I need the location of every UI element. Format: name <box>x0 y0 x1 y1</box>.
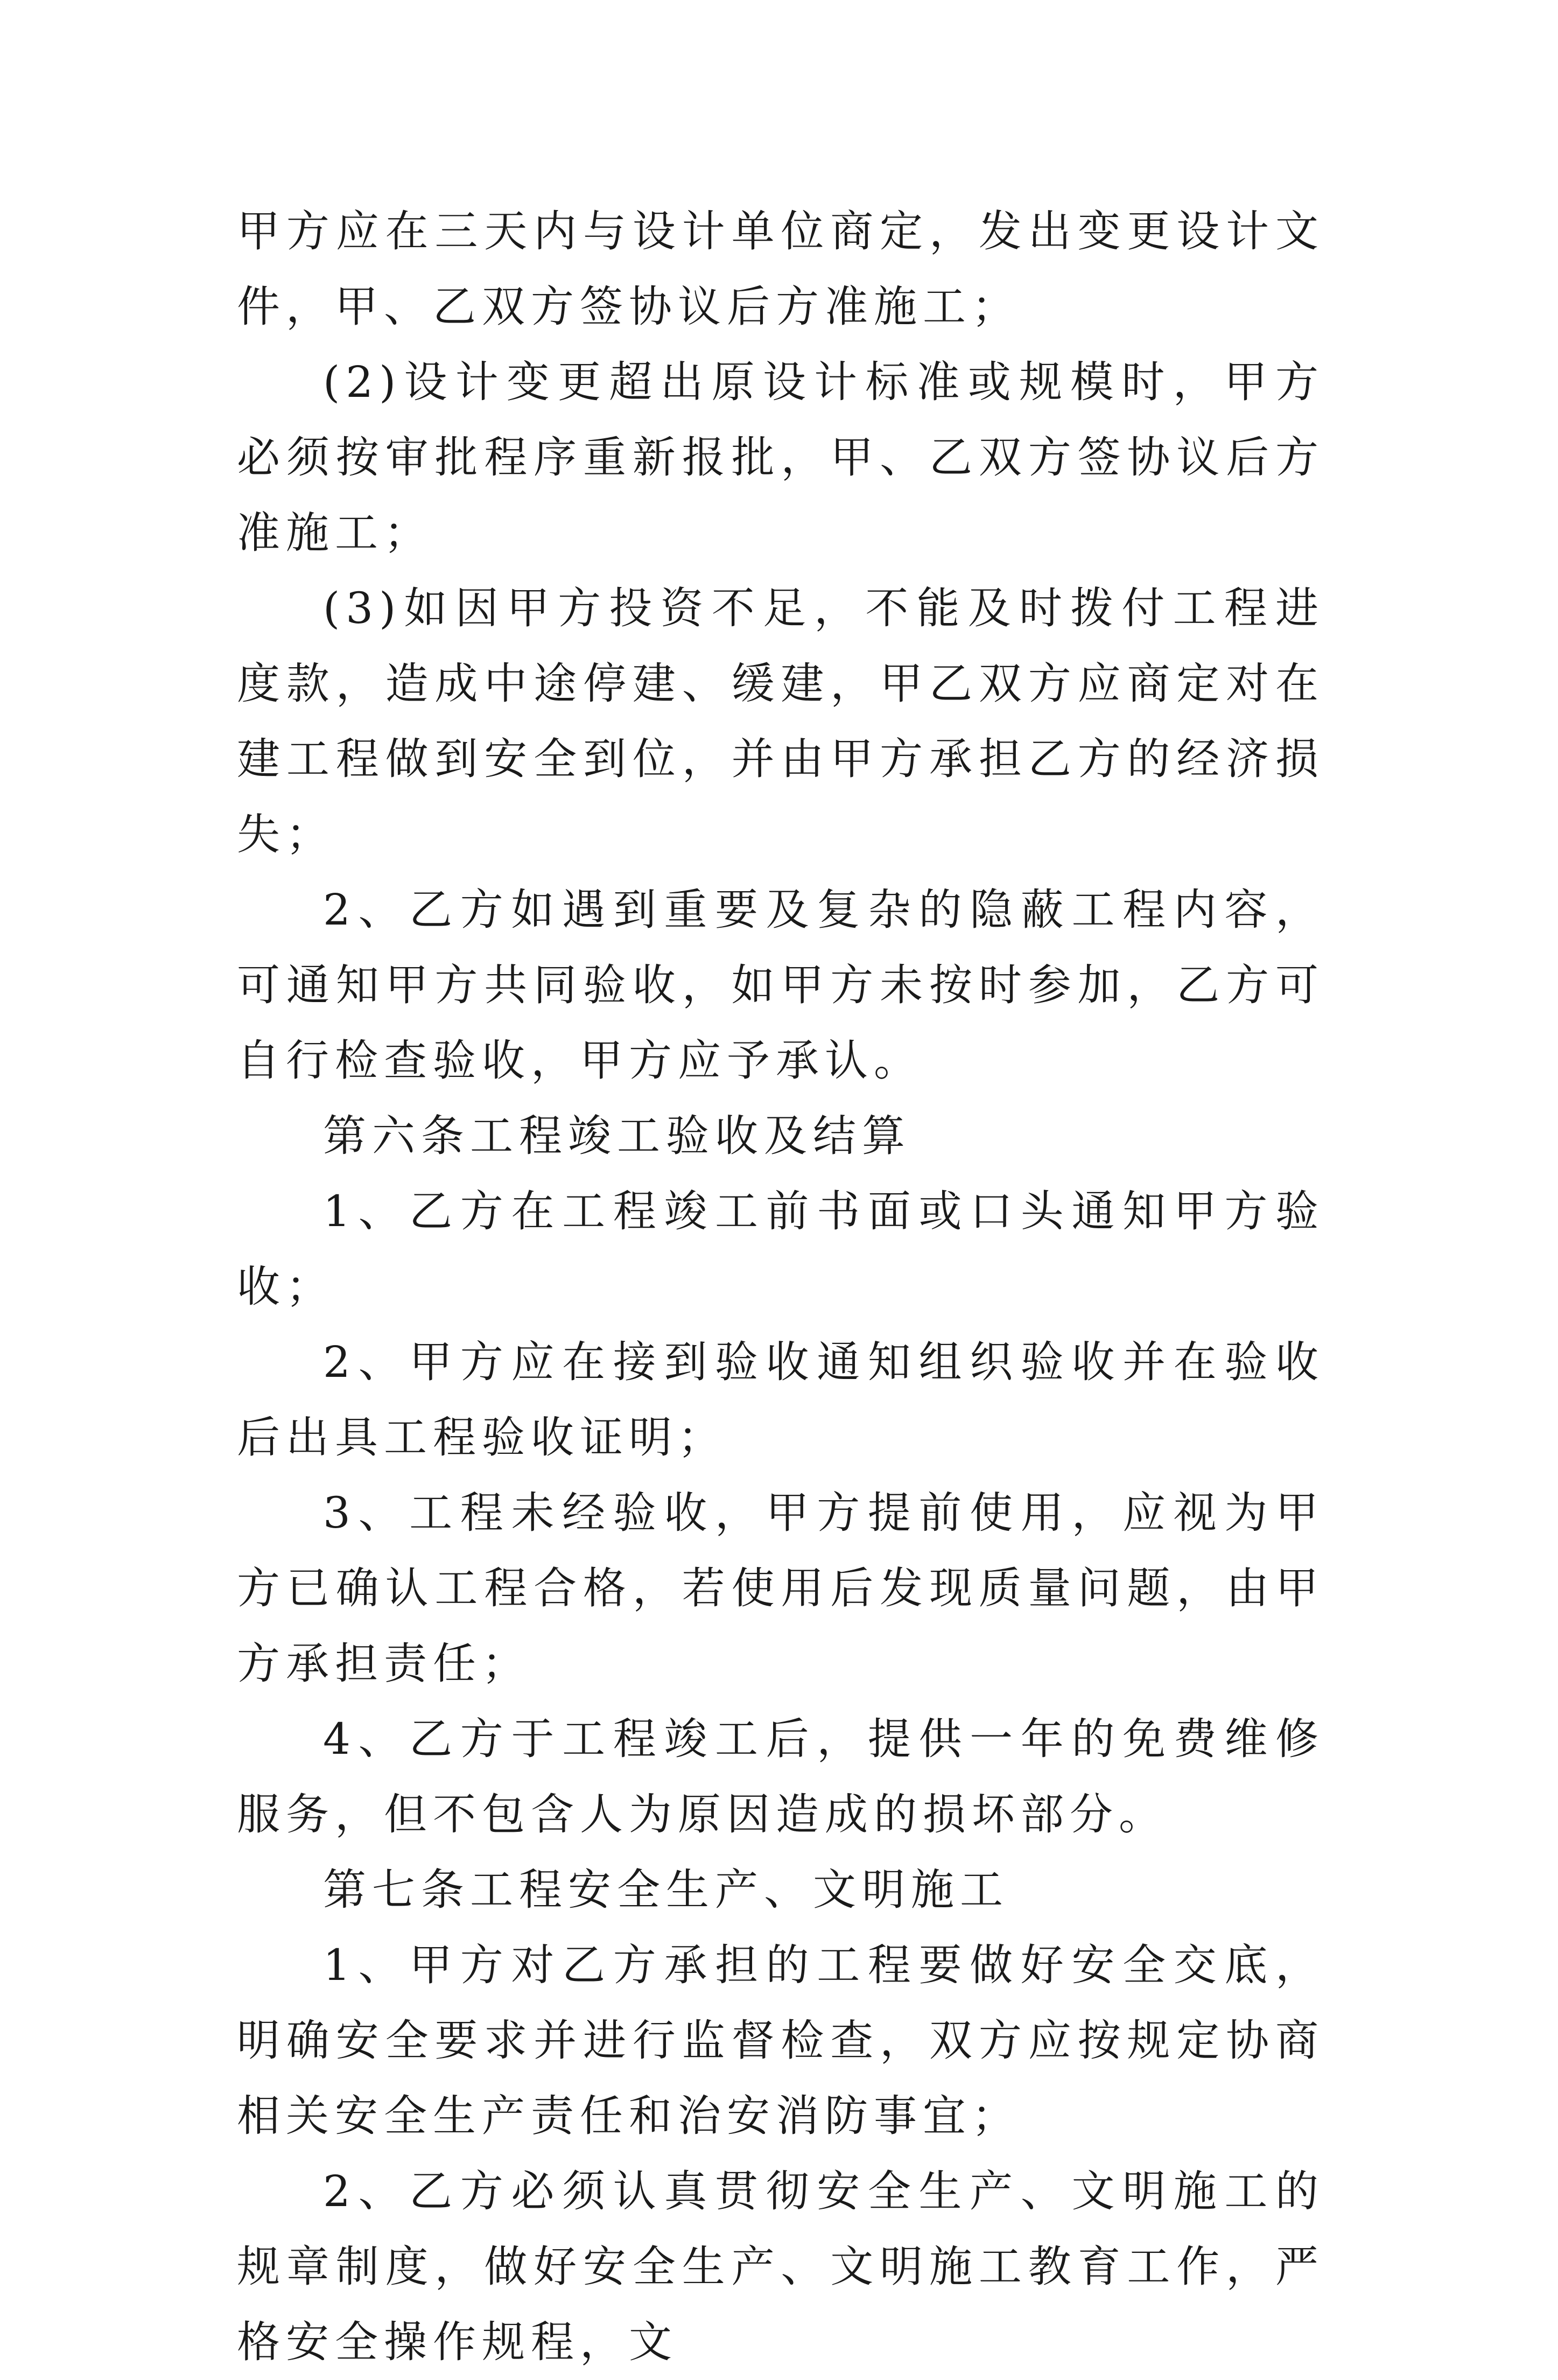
paragraph-article-6-item-2: 2、甲方应在接到验收通知组织验收并在验收后出具工程验收证明； <box>237 1337 1324 1462</box>
paragraph-item-3: (3)如因甲方投资不足，不能及时拨付工程进度款，造成中途停建、缓建，甲乙双方应商定对在建工程做到安全到位，并由甲方承担乙方的经济损失； <box>237 583 1324 859</box>
section-heading-article-7: 第七条工程安全生产、文明施工 <box>323 1865 1009 1915</box>
paragraph-article-6-item-3: 3、工程未经验收，甲方提前使用，应视为甲方已确认工程合格，若使用后发现质量问题，由甲方承担责任； <box>237 1488 1324 1689</box>
section-heading-article-6: 第六条工程竣工验收及结算 <box>323 1111 911 1161</box>
paragraph-article-6-item-1: 1、乙方在工程竣工前书面或口头通知甲方验收； <box>237 1186 1324 1312</box>
paragraph-continuation: 甲方应在三天内与设计单位商定，发出变更设计文件，甲、乙双方签协议后方准施工； <box>237 206 1324 332</box>
paragraph-article-7-item-1: 1、甲方对乙方承担的工程要做好安全交底，明确安全要求并进行监督检查，双方应按规定协商相关安全生产责任和治安消防事宜； <box>237 1940 1324 2141</box>
paragraph-article-7-item-2: 2、乙方必须认真贯彻安全生产、文明施工的规章制度，做好安全生产、文明施工教育工作，严格安全操作规程，文 <box>237 2166 1324 2367</box>
paragraph-item-2: (2)设计变更超出原设计标准或规模时，甲方必须按审批程序重新报批，甲、乙双方签协议后方准施工； <box>237 357 1324 558</box>
paragraph-article-6-item-4: 4、乙方于工程竣工后，提供一年的免费维修服务，但不包含人为原因造成的损坏部分。 <box>237 1714 1324 1839</box>
paragraph-hidden-works: 2、乙方如遇到重要及复杂的隐蔽工程内容，可通知甲方共同验收，如甲方未按时参加，乙方可自行检查验收，甲方应予承认。 <box>237 885 1324 1086</box>
document-body <box>237 194 1324 2380</box>
